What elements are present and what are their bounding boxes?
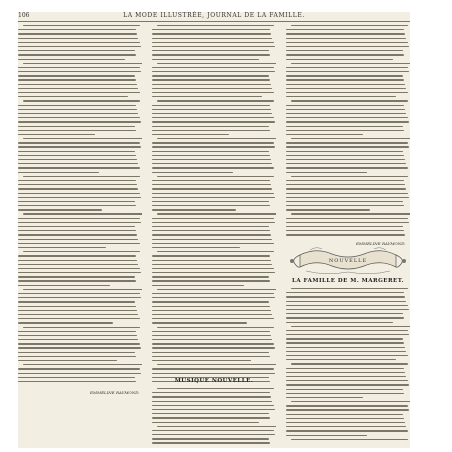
text-line: [286, 134, 363, 135]
text-line: [23, 364, 142, 365]
text-line: [286, 355, 408, 356]
text-line: [23, 176, 140, 177]
text-line: [152, 105, 270, 106]
text-line: [18, 29, 136, 30]
text-line: [152, 218, 274, 219]
text-line: [18, 222, 141, 223]
text-line: [18, 159, 137, 160]
text-line: [18, 121, 141, 122]
text-line: [18, 368, 140, 369]
text-line: [286, 322, 393, 323]
ornament-caption: NOUVELLE: [328, 258, 368, 264]
text-line: [18, 293, 140, 294]
text-line: [18, 255, 136, 256]
text-line: [286, 409, 409, 410]
text-line: [291, 288, 408, 289]
text-line: [152, 230, 270, 231]
text-line: [286, 167, 408, 168]
text-line: [152, 205, 270, 206]
text-line: [18, 193, 140, 194]
text-line: [152, 113, 272, 114]
text-line: [152, 352, 269, 353]
text-line: [157, 213, 276, 214]
text-line: [23, 138, 142, 139]
text-line: [152, 67, 274, 68]
text-line: [157, 388, 274, 389]
text-line: [152, 339, 272, 340]
text-line: [286, 347, 405, 348]
text-line: [18, 92, 140, 93]
text-line: [23, 289, 142, 290]
text-line: [286, 38, 406, 39]
text-line: [152, 50, 269, 51]
text-line: [152, 430, 274, 431]
text-line: [286, 209, 370, 210]
text-line: [23, 25, 140, 26]
text-line: [18, 335, 137, 336]
text-line: [152, 29, 270, 30]
text-line: [18, 285, 110, 286]
text-line: [286, 414, 403, 415]
page-number: 106: [18, 12, 30, 19]
text-line: [286, 435, 367, 436]
text-line: [152, 247, 240, 248]
text-line: [18, 226, 135, 227]
text-line: [291, 100, 408, 101]
text-line: [286, 130, 404, 131]
text-line: [152, 285, 244, 286]
text-line: [152, 130, 270, 131]
text-line: [18, 322, 113, 323]
text-line: [286, 50, 403, 51]
text-line: [286, 226, 403, 227]
text-line: [152, 368, 274, 369]
text-line: [286, 33, 405, 34]
text-line: [286, 42, 408, 43]
text-line: [18, 88, 138, 89]
text-line: [152, 163, 272, 164]
text-line: [286, 313, 403, 314]
text-line: [157, 364, 276, 365]
text-line: [152, 184, 271, 185]
text-line: [286, 292, 404, 293]
text-line: [23, 213, 142, 214]
text-line: [18, 297, 141, 298]
text-line: [157, 327, 274, 328]
text-line: [291, 138, 410, 139]
text-line: [18, 209, 102, 210]
text-line: [152, 126, 269, 127]
text-line: [286, 380, 408, 381]
text-line: [157, 251, 274, 252]
text-line: [286, 418, 404, 419]
text-line: [152, 314, 272, 315]
text-line: [152, 180, 270, 181]
text-line: [152, 146, 275, 147]
text-line: [152, 413, 269, 414]
text-line: [286, 180, 404, 181]
text-line: [291, 326, 410, 327]
text-line: [18, 167, 140, 168]
text-line: [152, 234, 271, 235]
text-line: [152, 297, 275, 298]
text-line: [286, 184, 405, 185]
text-line: [23, 100, 140, 101]
text-line: [286, 334, 409, 335]
text-line: [286, 46, 409, 47]
text-line: [18, 142, 140, 143]
text-line: [18, 42, 140, 43]
text-line: [286, 155, 404, 156]
section-heading: MUSIQUE NOUVELLE.: [174, 378, 254, 384]
text-line: [152, 159, 271, 160]
text-line: [18, 373, 141, 374]
text-line: [18, 260, 137, 261]
text-line: [18, 67, 140, 68]
text-line: [157, 426, 276, 427]
text-line: [18, 264, 138, 265]
text-line: [152, 331, 270, 332]
text-line: [286, 309, 409, 310]
text-line: [18, 272, 141, 273]
text-line: [18, 163, 138, 164]
text-line: [286, 389, 403, 390]
text-line: [286, 342, 404, 343]
text-line: [286, 67, 408, 68]
section-heading: LA FAMILLE DE M. MARGERET.: [291, 278, 405, 284]
text-line: [291, 213, 410, 214]
text-line: [152, 417, 270, 418]
text-line: [18, 96, 128, 97]
text-line: [18, 180, 136, 181]
text-line: [18, 243, 140, 244]
text-line: [152, 401, 272, 402]
text-line: [152, 88, 272, 89]
text-line: [152, 356, 270, 357]
text-line: [157, 138, 276, 139]
text-line: [18, 306, 136, 307]
text-line: [152, 167, 274, 168]
text-line: [18, 276, 135, 277]
text-line: [157, 176, 274, 177]
text-line: [286, 197, 409, 198]
text-line: [152, 272, 275, 273]
text-line: [152, 193, 274, 194]
text-line: [286, 422, 405, 423]
text-line: [286, 338, 403, 339]
text-line: [286, 71, 409, 72]
text-line: [286, 397, 363, 398]
text-line: [157, 289, 276, 290]
text-line: [286, 351, 406, 352]
text-line: [152, 142, 274, 143]
text-line: [152, 405, 274, 406]
text-line: [152, 239, 272, 240]
text-line: [286, 92, 408, 93]
text-column-3: [286, 25, 410, 445]
text-line: [18, 331, 136, 332]
text-line: [18, 318, 140, 319]
text-line: [152, 109, 271, 110]
text-line: [18, 84, 137, 85]
text-line: [286, 317, 404, 318]
text-line: [18, 230, 136, 231]
text-line: [286, 205, 404, 206]
text-line: [18, 117, 140, 118]
text-line: [286, 193, 408, 194]
text-line: [286, 96, 396, 97]
text-line: [152, 79, 270, 80]
text-line: [286, 296, 405, 297]
text-line: [286, 163, 406, 164]
text-line: [18, 105, 136, 106]
text-line: [152, 264, 272, 265]
text-line: [18, 113, 138, 114]
text-line: [18, 109, 137, 110]
text-line: [18, 339, 138, 340]
text-line: [152, 226, 269, 227]
body-text: [286, 288, 410, 443]
text-line: [152, 42, 274, 43]
text-line: [18, 356, 136, 357]
text-line: [286, 84, 405, 85]
text-line: [286, 393, 404, 394]
text-line: [152, 318, 274, 319]
text-line: [152, 155, 270, 156]
text-line: [152, 322, 247, 323]
text-line: [152, 222, 275, 223]
text-line: [286, 384, 409, 385]
text-line: [18, 130, 136, 131]
text-line: [286, 372, 405, 373]
text-line: [291, 439, 408, 440]
text-line: [23, 251, 140, 252]
text-line: [286, 222, 409, 223]
text-line: [18, 151, 135, 152]
text-line: [18, 146, 141, 147]
body-text: [152, 388, 276, 445]
text-line: [18, 71, 141, 72]
text-line: [18, 218, 140, 219]
text-line: [152, 260, 271, 261]
text-line: [18, 46, 141, 47]
text-line: [18, 360, 117, 361]
body-text: [152, 25, 276, 385]
text-line: [152, 117, 274, 118]
text-line: [152, 392, 270, 393]
text-column-2: [152, 25, 276, 445]
text-line: [18, 75, 135, 76]
text-line: [18, 201, 135, 202]
text-line: [291, 363, 408, 364]
text-line: [18, 377, 135, 378]
author-signature: EMMELINE RAYMOND.: [90, 390, 140, 395]
text-line: [286, 230, 404, 231]
text-line: [286, 146, 409, 147]
text-line: [23, 63, 142, 64]
text-line: [286, 29, 404, 30]
text-line: [18, 172, 99, 173]
text-line: [18, 343, 140, 344]
text-line: [152, 438, 269, 439]
ornamental-vignette: [286, 245, 410, 277]
text-line: [152, 188, 272, 189]
text-line: [18, 126, 135, 127]
text-line: [152, 84, 271, 85]
text-line: [286, 159, 405, 160]
text-line: [23, 327, 140, 328]
text-line: [18, 134, 95, 135]
text-line: [18, 59, 125, 60]
text-line: [286, 151, 403, 152]
text-line: [286, 426, 406, 427]
text-line: [286, 301, 406, 302]
page-header: [18, 12, 410, 21]
text-line: [286, 376, 406, 377]
text-line: [286, 105, 404, 106]
text-line: [286, 368, 404, 369]
text-line: [18, 54, 136, 55]
body-text: [286, 25, 410, 239]
text-line: [18, 301, 135, 302]
text-line: [152, 310, 271, 311]
text-line: [157, 100, 274, 101]
text-line: [18, 280, 136, 281]
text-line: [152, 360, 251, 361]
text-line: [152, 335, 271, 336]
text-line: [286, 121, 409, 122]
text-line: [286, 59, 393, 60]
text-line: [152, 301, 269, 302]
newspaper-page: [18, 12, 410, 448]
header-rule: [18, 21, 410, 22]
body-text: [18, 25, 142, 385]
text-line: [286, 218, 408, 219]
text-line: [152, 209, 236, 210]
text-line: [18, 247, 106, 248]
text-line: [152, 92, 274, 93]
text-line: [286, 172, 367, 173]
text-line: [18, 38, 138, 39]
text-line: [152, 59, 259, 60]
text-line: [152, 201, 269, 202]
author-signature: EMMELINE RAYMOND.: [356, 241, 406, 246]
text-line: [152, 172, 233, 173]
text-line: [152, 293, 274, 294]
text-line: [18, 184, 137, 185]
text-line: [286, 234, 405, 235]
text-line: [152, 75, 269, 76]
text-line: [152, 442, 270, 443]
text-line: [286, 201, 403, 202]
text-line: [18, 347, 141, 348]
text-column-1: [18, 25, 142, 445]
text-line: [152, 38, 272, 39]
text-line: [152, 121, 275, 122]
text-line: [152, 422, 259, 423]
text-line: [152, 347, 275, 348]
text-line: [152, 280, 270, 281]
text-line: [18, 188, 138, 189]
text-line: [291, 176, 408, 177]
text-line: [286, 430, 408, 431]
running-title: LA MODE ILLUSTRÉE, JOURNAL DE LA FAMILLE.: [123, 12, 305, 19]
text-line: [286, 330, 408, 331]
text-line: [286, 88, 406, 89]
text-line: [152, 255, 270, 256]
text-line: [152, 409, 275, 410]
text-line: [286, 109, 405, 110]
text-line: [286, 142, 408, 143]
text-line: [152, 134, 229, 135]
text-line: [18, 50, 135, 51]
text-line: [286, 79, 404, 80]
text-line: [18, 381, 136, 382]
text-line: [18, 79, 136, 80]
text-line: [18, 155, 136, 156]
text-line: [18, 234, 137, 235]
text-line: [152, 243, 274, 244]
text-line: [18, 268, 140, 269]
text-line: [291, 63, 410, 64]
text-line: [286, 405, 408, 406]
text-line: [157, 63, 276, 64]
text-line: [286, 113, 406, 114]
text-line: [18, 352, 135, 353]
text-line: [286, 188, 406, 189]
text-line: [286, 54, 404, 55]
text-line: [286, 359, 396, 360]
text-line: [286, 126, 403, 127]
text-line: [286, 117, 408, 118]
text-line: [286, 305, 408, 306]
text-line: [152, 46, 275, 47]
text-line: [157, 25, 274, 26]
text-line: [152, 197, 275, 198]
text-line: [286, 75, 403, 76]
text-line: [152, 434, 275, 435]
text-line: [18, 33, 137, 34]
text-line: [152, 373, 275, 374]
text-line: [152, 33, 271, 34]
text-line: [18, 310, 137, 311]
text-line: [18, 197, 141, 198]
text-line: [152, 96, 262, 97]
text-line: [152, 54, 270, 55]
text-line: [291, 401, 410, 402]
text-line: [152, 276, 269, 277]
text-line: [152, 306, 270, 307]
text-line: [152, 343, 274, 344]
text-line: [152, 71, 275, 72]
text-line: [152, 396, 271, 397]
text-line: [18, 314, 138, 315]
text-line: [152, 151, 269, 152]
text-line: [152, 268, 274, 269]
text-line: [18, 205, 136, 206]
text-line: [291, 25, 408, 26]
text-line: [18, 239, 138, 240]
